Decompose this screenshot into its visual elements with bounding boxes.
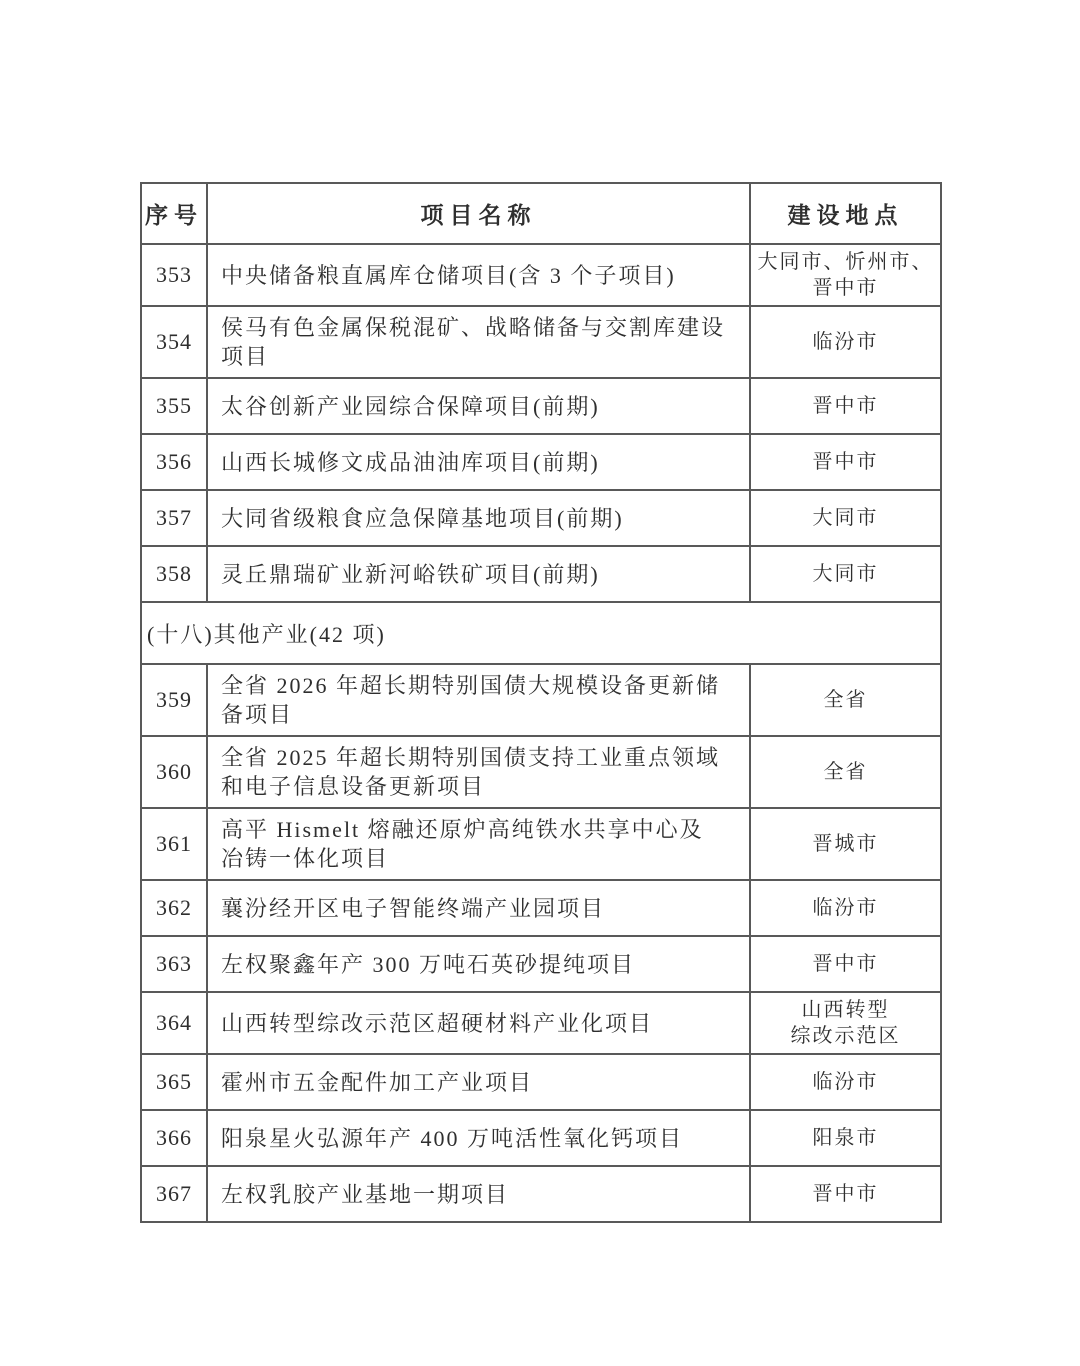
table-body bbox=[141, 244, 941, 1222]
table-row bbox=[141, 936, 941, 992]
location-cell: 山西转型 综改示范区 bbox=[750, 992, 941, 1054]
project-name-cell: 高平 Hismelt 熔融还原炉高纯铁水共享中心及 冶铸一体化项目 bbox=[207, 808, 750, 880]
location-cell: 阳泉市 bbox=[750, 1110, 941, 1166]
project-name-cell: 左权乳胶产业基地一期项目 bbox=[207, 1166, 750, 1222]
project-name-cell: 中央储备粮直属库仓储项目(含 3 个子项目) bbox=[207, 244, 750, 306]
row-number-cell: 360 bbox=[141, 736, 207, 808]
column-header-project-name: 项目名称 bbox=[207, 183, 750, 244]
project-name-cell: 全省 2026 年超长期特别国债大规模设备更新储 备项目 bbox=[207, 664, 750, 736]
row-number-cell: 363 bbox=[141, 936, 207, 992]
row-number-cell: 356 bbox=[141, 434, 207, 490]
row-number-cell: 355 bbox=[141, 378, 207, 434]
table-row bbox=[141, 546, 941, 602]
location-cell: 晋中市 bbox=[750, 378, 941, 434]
row-number-cell: 354 bbox=[141, 306, 207, 378]
row-number-cell: 362 bbox=[141, 880, 207, 936]
row-number-cell: 359 bbox=[141, 664, 207, 736]
project-name-cell: 大同省级粮食应急保障基地项目(前期) bbox=[207, 490, 750, 546]
row-number-cell: 364 bbox=[141, 992, 207, 1054]
location-cell: 大同市 bbox=[750, 546, 941, 602]
location-cell: 大同市、忻州市、 晋中市 bbox=[750, 244, 941, 306]
location-cell: 临汾市 bbox=[750, 306, 941, 378]
location-cell: 晋中市 bbox=[750, 1166, 941, 1222]
project-name-cell: 襄汾经开区电子智能终端产业园项目 bbox=[207, 880, 750, 936]
location-cell: 全省 bbox=[750, 736, 941, 808]
row-number-cell: 358 bbox=[141, 546, 207, 602]
location-cell: 大同市 bbox=[750, 490, 941, 546]
row-number-cell: 365 bbox=[141, 1054, 207, 1110]
table-row bbox=[141, 490, 941, 546]
table-row bbox=[141, 378, 941, 434]
table-row bbox=[141, 736, 941, 808]
location-cell: 晋城市 bbox=[750, 808, 941, 880]
section-row bbox=[141, 602, 941, 664]
row-number-cell: 367 bbox=[141, 1166, 207, 1222]
table-row bbox=[141, 306, 941, 378]
project-name-cell: 太谷创新产业园综合保障项目(前期) bbox=[207, 378, 750, 434]
document-page bbox=[140, 182, 940, 1223]
project-name-cell: 山西长城修文成品油油库项目(前期) bbox=[207, 434, 750, 490]
project-table bbox=[140, 182, 942, 1223]
project-name-cell: 阳泉星火弘源年产 400 万吨活性氧化钙项目 bbox=[207, 1110, 750, 1166]
table-row bbox=[141, 1054, 941, 1110]
table-row bbox=[141, 1110, 941, 1166]
location-cell: 晋中市 bbox=[750, 936, 941, 992]
section-header: (十八)其他产业(42 项) bbox=[141, 602, 941, 664]
table-row bbox=[141, 1166, 941, 1222]
row-number-cell: 366 bbox=[141, 1110, 207, 1166]
table-row bbox=[141, 808, 941, 880]
table-row bbox=[141, 992, 941, 1054]
project-name-cell: 山西转型综改示范区超硬材料产业化项目 bbox=[207, 992, 750, 1054]
project-name-cell: 全省 2025 年超长期特别国债支持工业重点领域 和电子信息设备更新项目 bbox=[207, 736, 750, 808]
row-number-cell: 353 bbox=[141, 244, 207, 306]
table-row bbox=[141, 434, 941, 490]
location-cell: 临汾市 bbox=[750, 880, 941, 936]
row-number-cell: 361 bbox=[141, 808, 207, 880]
column-header-location: 建设地点 bbox=[750, 183, 941, 244]
row-number-cell: 357 bbox=[141, 490, 207, 546]
column-header-number: 序号 bbox=[141, 183, 207, 244]
table-row bbox=[141, 244, 941, 306]
location-cell: 晋中市 bbox=[750, 434, 941, 490]
project-name-cell: 侯马有色金属保税混矿、战略储备与交割库建设 项目 bbox=[207, 306, 750, 378]
table-row bbox=[141, 880, 941, 936]
project-name-cell: 灵丘鼎瑞矿业新河峪铁矿项目(前期) bbox=[207, 546, 750, 602]
project-name-cell: 左权聚鑫年产 300 万吨石英砂提纯项目 bbox=[207, 936, 750, 992]
location-cell: 全省 bbox=[750, 664, 941, 736]
location-cell: 临汾市 bbox=[750, 1054, 941, 1110]
project-name-cell: 霍州市五金配件加工产业项目 bbox=[207, 1054, 750, 1110]
table-row bbox=[141, 664, 941, 736]
table-header-row bbox=[141, 183, 941, 244]
